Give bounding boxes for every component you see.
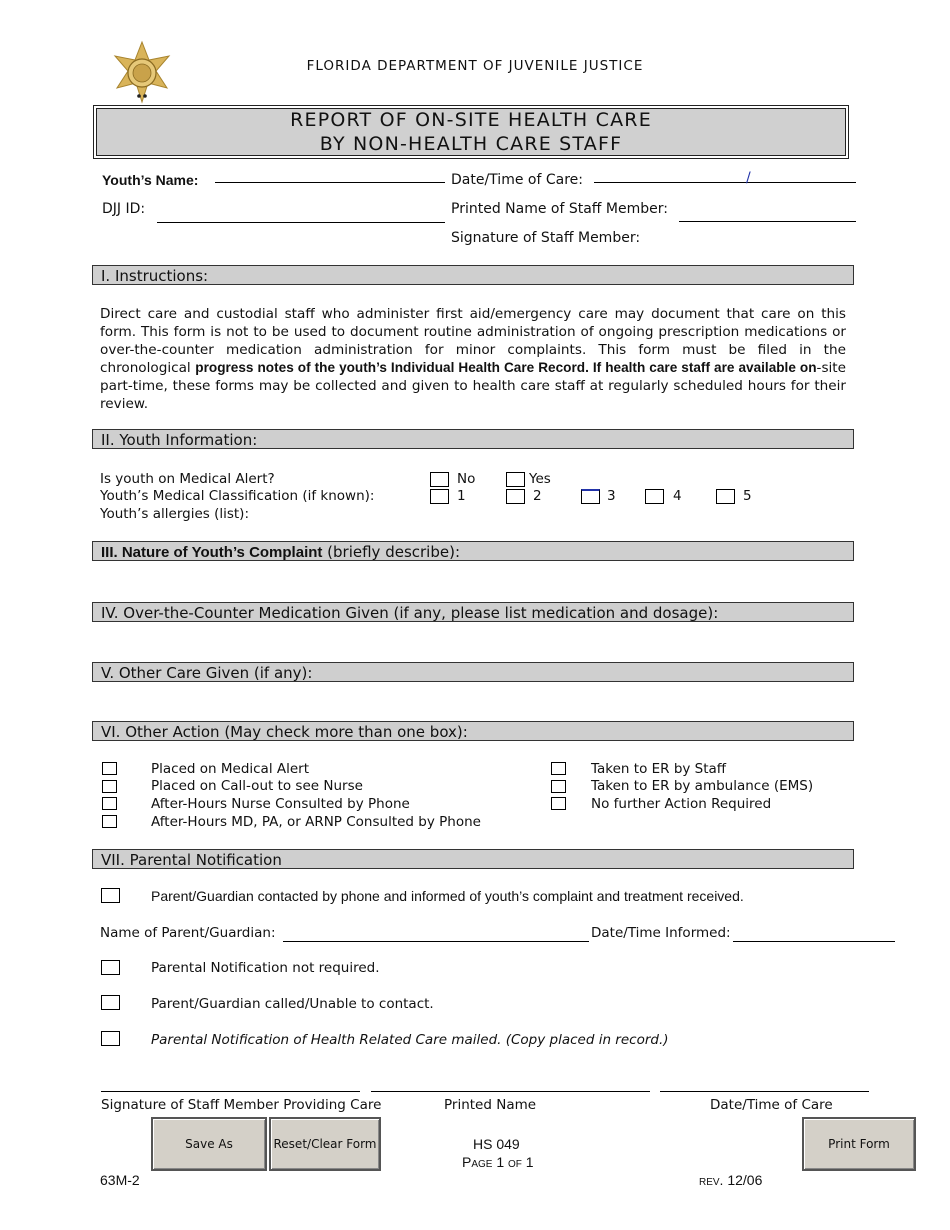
medical-alert-yes-checkbox[interactable] (506, 472, 525, 487)
notification-not-required-checkbox[interactable] (101, 960, 120, 975)
form-title-line1: REPORT OF ON-SITE HEALTH CARE (290, 109, 652, 131)
class-2-checkbox[interactable] (506, 489, 525, 504)
djj-id-label: DJJ ID: (102, 201, 146, 217)
medical-classification-question: Youth’s Medical Classification (if known): (100, 488, 375, 504)
class-4-checkbox[interactable] (645, 489, 664, 504)
reset-clear-form-button[interactable]: Reset/Clear Form (269, 1117, 381, 1171)
parent-contacted-label: Parent/Guardian contacted by phone and informed of youth’s complaint and treatment received. (151, 888, 744, 904)
section-otc-medication: IV. Over-the-Counter Medication Given (if any, please list medication and dosage): (92, 602, 854, 622)
class-4-label: 4 (673, 488, 682, 504)
signature-staff-label: Signature of Staff Member: (451, 230, 641, 246)
instructions-part3: -site part-time, these forms may be collected and given to health care staff at regularly scheduled hours for their review. (100, 360, 847, 412)
printed-name-label: Printed Name (444, 1097, 537, 1113)
save-as-button[interactable]: Save As (151, 1117, 267, 1171)
instructions-text (100, 305, 846, 413)
section-other-action: VI. Other Action (May check more than one box): (92, 721, 854, 741)
er-by-ambulance-label: Taken to ER by ambulance (EMS) (591, 778, 814, 794)
class-3-checkbox[interactable] (581, 489, 600, 504)
revision: rev. 12/06 (699, 1172, 763, 1188)
parent-name-label: Name of Parent/Guardian: (100, 925, 276, 941)
staff-signature-label: Signature of Staff Member Providing Care (101, 1097, 382, 1113)
er-by-ambulance-checkbox[interactable] (551, 780, 566, 793)
notification-not-required-label: Parental Notification not required. (151, 960, 380, 976)
youth-name-field[interactable] (215, 182, 445, 183)
placed-medical-alert-label: Placed on Medical Alert (151, 761, 310, 777)
medical-alert-no-checkbox[interactable] (430, 472, 449, 487)
date-informed-label: Date/Time Informed: (591, 925, 731, 941)
instructions-part1: Direct care and custodial staff who administer first aid/emergency care may document that care on this form. This form is not to be used to document routine administration of ongoing prescription medications or over-the-counter medication administration for minor complaints. This form must be filed in the chronological (100, 306, 846, 376)
youth-name-label: Youth’s Name: (102, 172, 199, 188)
section-other-care: V. Other Care Given (if any): (92, 662, 854, 682)
no-further-action-checkbox[interactable] (551, 797, 566, 810)
md-phone-label: After-Hours MD, PA, or ARNP Consulted by Phone (151, 814, 481, 830)
callout-nurse-checkbox[interactable] (102, 780, 117, 793)
form-title-box (93, 105, 849, 159)
class-1-checkbox[interactable] (430, 489, 449, 504)
staff-signature-line[interactable] (101, 1091, 360, 1092)
er-by-staff-label: Taken to ER by Staff (591, 761, 727, 777)
agency-name: FLORIDA DEPARTMENT OF JUVENILE JUSTICE (306, 58, 644, 74)
datetime-care-line[interactable] (660, 1091, 869, 1092)
date-time-care-label: Date/Time of Care: (451, 172, 583, 188)
print-form-button[interactable]: Print Form (802, 1117, 916, 1171)
datetime-care-label: Date/Time of Care (710, 1097, 833, 1113)
medical-alert-question: Is youth on Medical Alert? (100, 471, 275, 487)
nurse-phone-label: After-Hours Nurse Consulted by Phone (151, 796, 410, 812)
section-parental-notification: VII. Parental Notification (92, 849, 854, 869)
printed-name-staff-field[interactable] (679, 221, 856, 222)
section-complaint-rest: (briefly describe): (322, 543, 461, 561)
parent-name-field[interactable] (283, 941, 589, 942)
class-5-checkbox[interactable] (716, 489, 735, 504)
section-youth-information: II. Youth Information: (92, 429, 854, 449)
allergies-question: Youth’s allergies (list): (100, 506, 249, 522)
form-code: 63M-2 (100, 1172, 140, 1188)
page-number: Page 1 of 1 (462, 1154, 534, 1170)
class-5-label: 5 (743, 488, 752, 504)
class-3-label: 3 (607, 488, 616, 504)
er-by-staff-checkbox[interactable] (551, 762, 566, 775)
medical-alert-no-label: No (457, 471, 476, 487)
printed-name-staff-label: Printed Name of Staff Member: (451, 201, 668, 217)
printed-name-line[interactable] (371, 1091, 650, 1092)
form-title-line2: BY NON-HEALTH CARE STAFF (319, 133, 623, 155)
section-complaint-bold: III. Nature of Youth’s Complaint (101, 544, 323, 561)
section-nature-of-complaint (92, 541, 854, 561)
class-2-label: 2 (533, 488, 542, 504)
notification-mailed-checkbox[interactable] (101, 1031, 120, 1046)
nurse-phone-checkbox[interactable] (102, 797, 117, 810)
djj-id-field[interactable] (157, 222, 445, 223)
no-further-action-label: No further Action Required (591, 796, 772, 812)
date-time-care-field[interactable] (594, 182, 856, 183)
instructions-part2-bold: progress notes of the youth’s Individual Health Care Record. If health care staff are available on (195, 360, 817, 375)
parent-contacted-checkbox[interactable] (101, 888, 120, 903)
medical-alert-yes-label: Yes (529, 471, 551, 487)
form-number: HS 049 (473, 1136, 520, 1152)
date-separator: / (746, 170, 751, 186)
placed-medical-alert-checkbox[interactable] (102, 762, 117, 775)
section-instructions: I. Instructions: (92, 265, 854, 285)
md-phone-checkbox[interactable] (102, 815, 117, 828)
date-informed-field[interactable] (733, 941, 895, 942)
unable-to-contact-checkbox[interactable] (101, 995, 120, 1010)
unable-to-contact-label: Parent/Guardian called/Unable to contact. (151, 996, 434, 1012)
notification-mailed-label: Parental Notification of Health Related Care mailed. (Copy placed in record.) (151, 1032, 669, 1048)
callout-nurse-label: Placed on Call-out to see Nurse (151, 778, 363, 794)
class-1-label: 1 (457, 488, 466, 504)
